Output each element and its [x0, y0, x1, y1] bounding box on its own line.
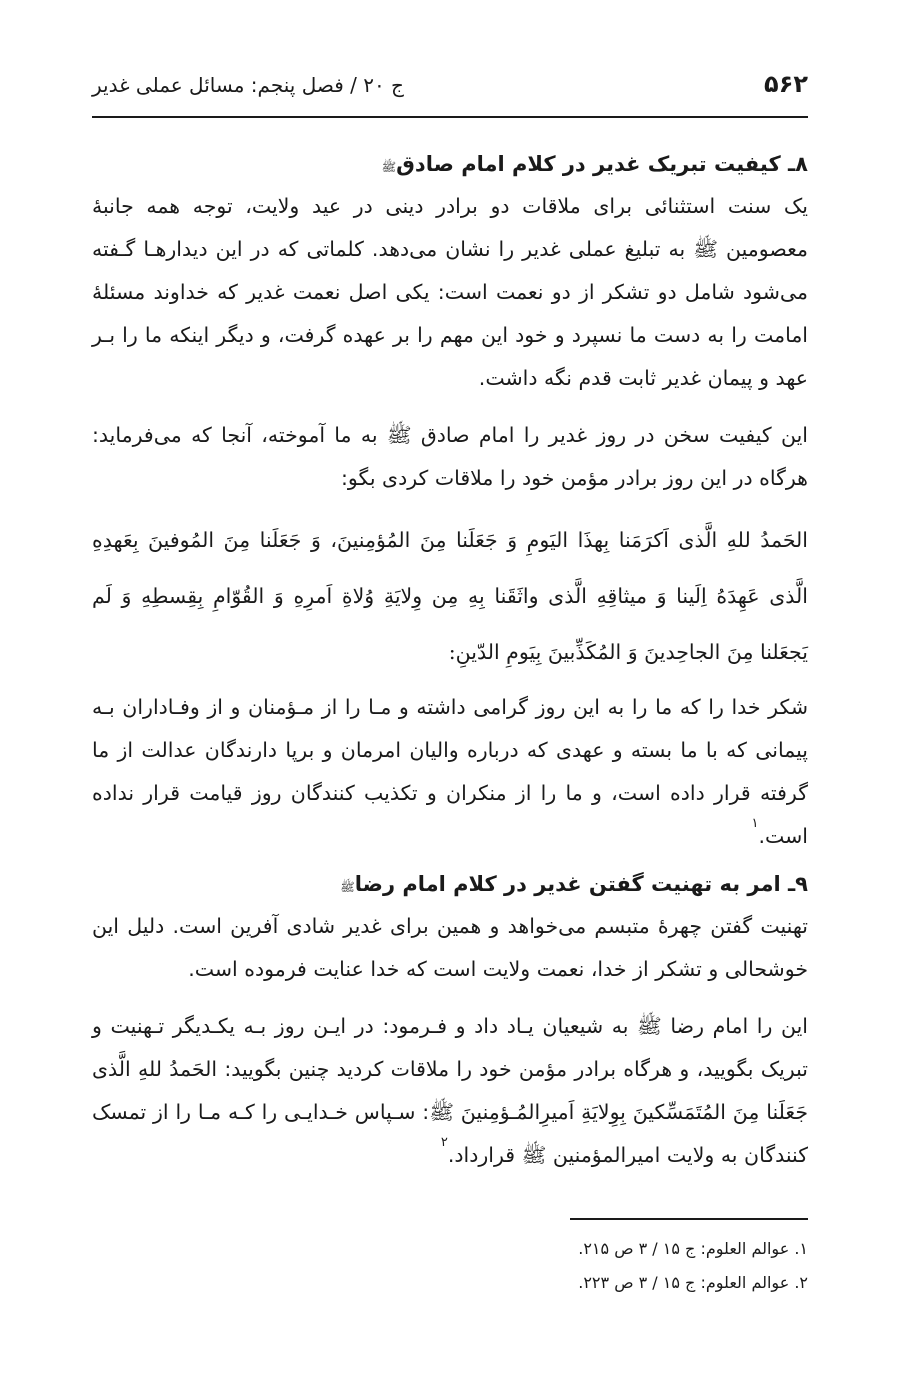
- honorific-icon: ﷺ: [340, 880, 355, 894]
- footnote-1: ۱. عوالم العلوم: ج ۱۵ / ۳ ص ۲۱۵.: [578, 1239, 808, 1258]
- honorific-icon: ﷺ: [381, 160, 397, 174]
- footnote-ref-1[interactable]: ۱: [751, 816, 759, 832]
- section-9-paragraph-2: [92, 1005, 808, 1177]
- section-8-paragraph-3: [92, 686, 808, 858]
- section-8-paragraph-3-text: شکر خدا را که ما را به این روز گرامی داشته و مـا را از مـؤمنان و از وفـاداران بـه پیمانی که با ما بسته و عهدی که درباره والیان امرمان و برپا دارندگان عدالت از ما گرفته قرار داده است، و ما را از منکران و تکذیب کنندگان روز قیامت قرار نداده است.: [92, 695, 808, 848]
- page-number: ۵۶۲: [764, 70, 808, 98]
- section-9-paragraph-1: تهنیت گفتن چهرهٔ متبسم می‌خواهد و همین برای غدیر شادی آفرین است. دلیل این خوشحالی و تشکر از خدا، نعمت ولایت است که خدا عنایت فرموده است.: [92, 914, 808, 981]
- section-9-paragraph-2-text: این را امام رضا ﷺ به شیعیان یـاد داد و فـرمود: در ایـن روز بـه یکـدیگر تـهنیت و تبریک بگویید، و هرگاه برادر مؤمن خود را ملاقات کردید چنین بگویید: الحَمدُ للهِ الَّذی جَعَلَنا مِنَ المُتَمَسِّکینَ بِوِلایَةِ اَمیرِالمُـؤمِنینَ ﷺ: سـپاس خـدایـی را کـه مـا را از تمسک کنندگان به ولایت امیرالمؤمنین ﷺ قرارداد.: [92, 1014, 808, 1167]
- section-8-heading-text: ۸ـ کیفیت تبریک غدیر در کلام امام صادق: [396, 152, 808, 176]
- section-9-heading-text: ۹ـ امر به تهنیت گفتن غدیر در کلام امام رضا: [354, 872, 808, 896]
- footnote-ref-2[interactable]: ۲: [440, 1135, 448, 1151]
- footnote-2: ۲. عوالم العلوم: ج ۱۵ / ۳ ص ۲۲۳.: [578, 1273, 808, 1292]
- section-8-heading: [92, 146, 808, 185]
- chapter-title: ج ۲۰ / فصل پنجم: مسائل عملی غدیر: [92, 73, 404, 97]
- footnotes: [92, 1232, 808, 1300]
- section-9-heading: [92, 866, 808, 905]
- section-8-paragraph-1: یک سنت استثنائی برای ملاقات دو برادر دینی در عید ولایت، توجه همه جانبهٔ معصومین ﷺ به تبلیغ عملی غدیر را نشان می‌دهد. کلماتی که در این دیدارهـا گـفته می‌شود شامل دو تشکر از دو نعمت است: یکی اصل نعمت غدیر که خداوند مسئلهٔ امامت را به دست ما نسپرد و خود این مهم را بر عهده گرفت، و دیگر اینکه ما را بـر عهد و پیمان غدیر ثابت قدم نگه داشت.: [92, 194, 808, 390]
- book-page: [92, 60, 808, 1177]
- arabic-supplication: الحَمدُ للهِ الَّذی اَکرَمَنا بِهذَا الیَومِ وَ جَعَلَنا مِنَ المُؤمِنینَ، وَ جَعَلَنا مِنَ المُوفینَ بِعَهدِهِ الَّذی عَهِدَهُ اِلَینا وَ میثاقِهِ الَّذی واثَقَنا بِهِ مِن وِلایَةِ وُلاةِ اَمرِهِ وَ القُوّامِ بِقِسطِهِ وَ لَم یَجعَلنا مِنَ الجاحِدینَ وَ المُکَذِّبینَ بِیَومِ الدّینِ:: [92, 528, 808, 664]
- section-8-paragraph-2: این کیفیت سخن در روز غدیر را امام صادق ﷺ به ما آموخته، آنجا که می‌فرماید: هرگاه در این روز برادر مؤمن خود را ملاقات کردی بگو:: [92, 423, 808, 490]
- running-header: [92, 60, 808, 118]
- footnote-divider: [570, 1218, 808, 1220]
